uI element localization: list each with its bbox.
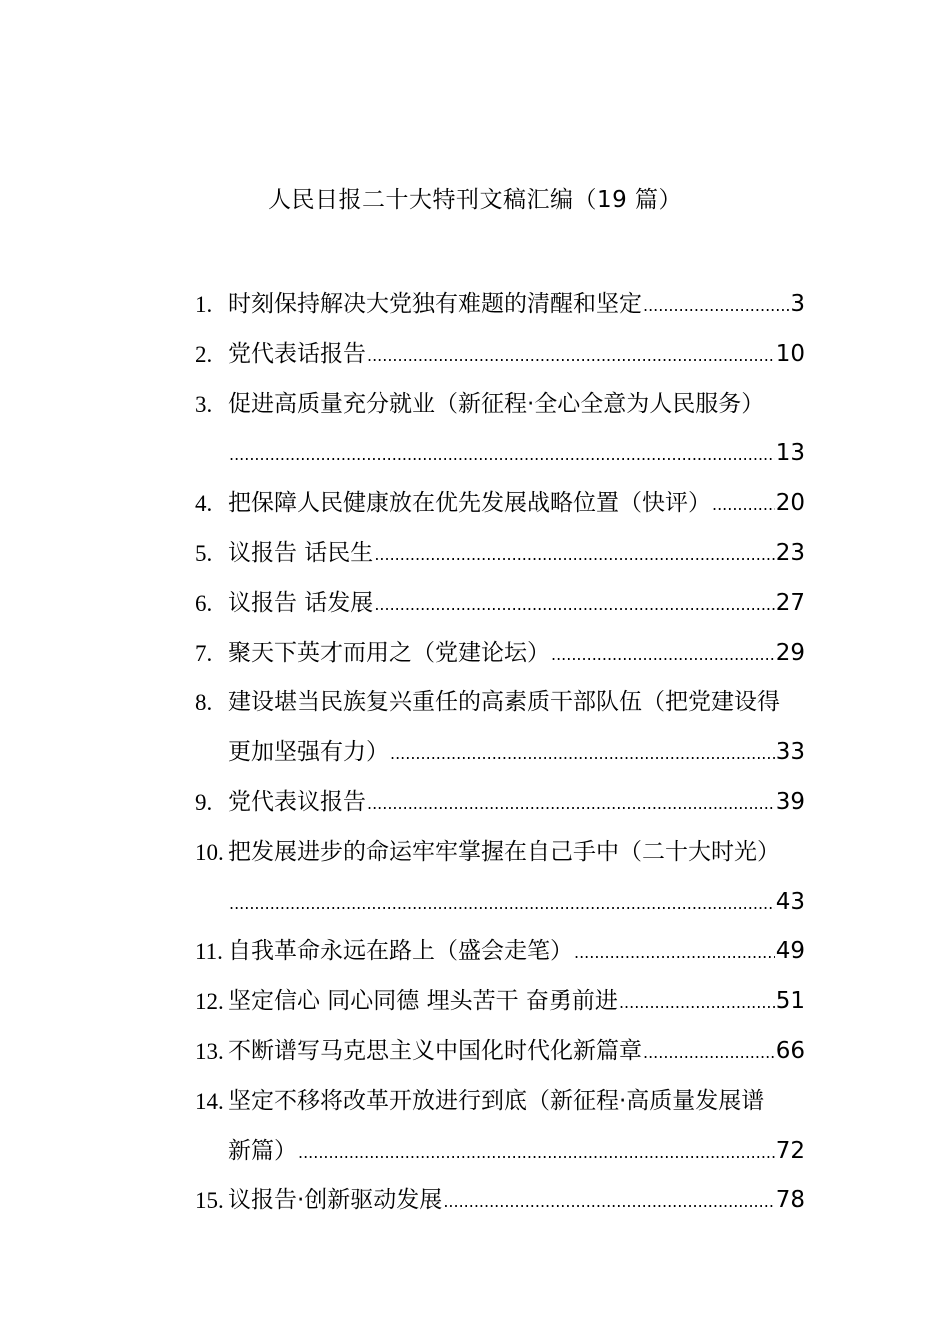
- toc-page-number: 27: [775, 589, 805, 616]
- toc-entry-line[interactable]: [195, 429, 805, 479]
- toc-dot-leader: [443, 1177, 774, 1227]
- toc-entry-title: 更加坚强有力）: [228, 739, 389, 766]
- toc-entry-number: 13.: [195, 1038, 224, 1064]
- toc-entry-title: 党代表话报告: [228, 340, 366, 367]
- toc-entry-line[interactable]: [195, 878, 805, 928]
- toc-entry-title: 把发展进步的命运牢牢掌握在自己手中（二十大时光）: [228, 838, 780, 865]
- toc-entry-number: 14.: [195, 1088, 224, 1114]
- toc-dot-leader: [374, 530, 774, 580]
- toc-entry-title: 议报告·创新驱动发展: [228, 1187, 443, 1214]
- toc-dot-leader: [367, 331, 775, 381]
- toc-page-number: 10: [775, 340, 805, 367]
- toc-entry-number: 15.: [195, 1188, 224, 1214]
- toc-entry-number: 5.: [195, 540, 213, 566]
- toc-entry-number: 9.: [195, 789, 213, 815]
- toc-dot-leader: [374, 580, 774, 630]
- toc-entry-number: 1.: [195, 292, 213, 317]
- toc-dot-leader: [712, 480, 775, 530]
- toc-entry-line[interactable]: [195, 1027, 805, 1077]
- toc-entry-line[interactable]: [195, 330, 805, 380]
- toc-page-number: 51: [775, 988, 805, 1015]
- toc-entry-line[interactable]: [195, 1127, 805, 1177]
- toc-dot-leader: [367, 779, 775, 829]
- toc-entry-line[interactable]: [195, 479, 805, 529]
- toc-page-number: 66: [775, 1037, 805, 1064]
- toc-entry-title: 不断谱写马克思主义中国化时代化新篇章: [228, 1037, 642, 1064]
- toc-dot-leader: [229, 430, 775, 480]
- toc-dot-leader: [551, 630, 775, 680]
- toc-page-number: 78: [775, 1187, 805, 1214]
- toc-entry-number: 7.: [195, 640, 213, 666]
- toc-page-number: 29: [775, 639, 805, 666]
- toc-entry-title: 时刻保持解决大党独有难题的清醒和坚定: [228, 291, 642, 317]
- toc-entry-number: 12.: [195, 989, 224, 1015]
- toc-page-number: 72: [775, 1137, 805, 1164]
- toc-entry-title: 建设堪当民族复兴重任的高素质干部队伍（把党建设得: [228, 689, 780, 716]
- toc-entry-title: 议报告 话民生: [228, 539, 374, 566]
- toc-entry-line[interactable]: [195, 778, 805, 828]
- toc-entry-line[interactable]: [195, 828, 805, 878]
- toc-entry-title: 新篇）: [228, 1137, 297, 1164]
- toc-page-number: 13: [775, 440, 805, 467]
- toc-entry-number: 2.: [195, 341, 213, 367]
- toc-entry-line[interactable]: [195, 977, 805, 1027]
- toc-entry-line[interactable]: [195, 380, 805, 430]
- toc-entry-title: 把保障人民健康放在优先发展战略位置（快评）: [228, 490, 711, 517]
- toc-entry-number: 10.: [195, 839, 224, 865]
- toc-entry-title: 坚定信心 同心同德 埋头苦干 奋勇前进: [228, 988, 618, 1015]
- toc-entry-number: 4.: [195, 491, 213, 517]
- toc-entry-line[interactable]: [195, 579, 805, 629]
- toc-entry-title: 自我革命永远在路上（盛会走笔）: [228, 938, 573, 965]
- toc-entry-line[interactable]: [195, 529, 805, 579]
- toc-entry-line[interactable]: [195, 927, 805, 977]
- toc-page-number: 39: [775, 788, 805, 815]
- toc-dot-leader: [574, 928, 775, 978]
- toc-entry-line[interactable]: [195, 728, 805, 778]
- toc-page-number: 33: [775, 739, 805, 766]
- toc-entry-line[interactable]: [195, 280, 805, 330]
- toc-dot-leader: [643, 1028, 775, 1078]
- toc-page-number: 49: [775, 938, 805, 965]
- toc-entry-title: 促进高质量充分就业（新征程·全心全意为人民服务）: [228, 390, 765, 417]
- toc-entry-number: 6.: [195, 590, 213, 616]
- toc-entry-number: 11.: [195, 939, 223, 965]
- toc-dot-leader: [643, 281, 789, 331]
- toc-entry-title: 议报告 话发展: [228, 589, 374, 616]
- toc-page-number: 23: [775, 539, 805, 566]
- toc-page-number: 20: [775, 490, 805, 517]
- table-of-contents: [195, 280, 805, 1226]
- toc-dot-leader: [619, 978, 775, 1028]
- toc-entry-line[interactable]: [195, 678, 805, 728]
- toc-entry-number: 8.: [195, 690, 213, 716]
- toc-page-number: 3: [790, 291, 805, 317]
- toc-entry-title: 党代表议报告: [228, 788, 366, 815]
- toc-entry-number: 3.: [195, 391, 213, 417]
- toc-entry-line[interactable]: [195, 629, 805, 679]
- document-title: 人民日报二十大特刊文稿汇编（19 篇）: [267, 187, 683, 213]
- toc-dot-leader: [298, 1128, 775, 1178]
- toc-entry-title: 坚定不移将改革开放进行到底（新征程·高质量发展谱: [228, 1087, 765, 1114]
- toc-entry-title: 聚天下英才而用之（党建论坛）: [228, 639, 550, 666]
- toc-entry-line[interactable]: [195, 1077, 805, 1127]
- toc-dot-leader: [390, 729, 775, 779]
- toc-page-number: 43: [775, 888, 805, 915]
- toc-dot-leader: [229, 879, 775, 929]
- toc-entry-line[interactable]: [195, 1176, 805, 1226]
